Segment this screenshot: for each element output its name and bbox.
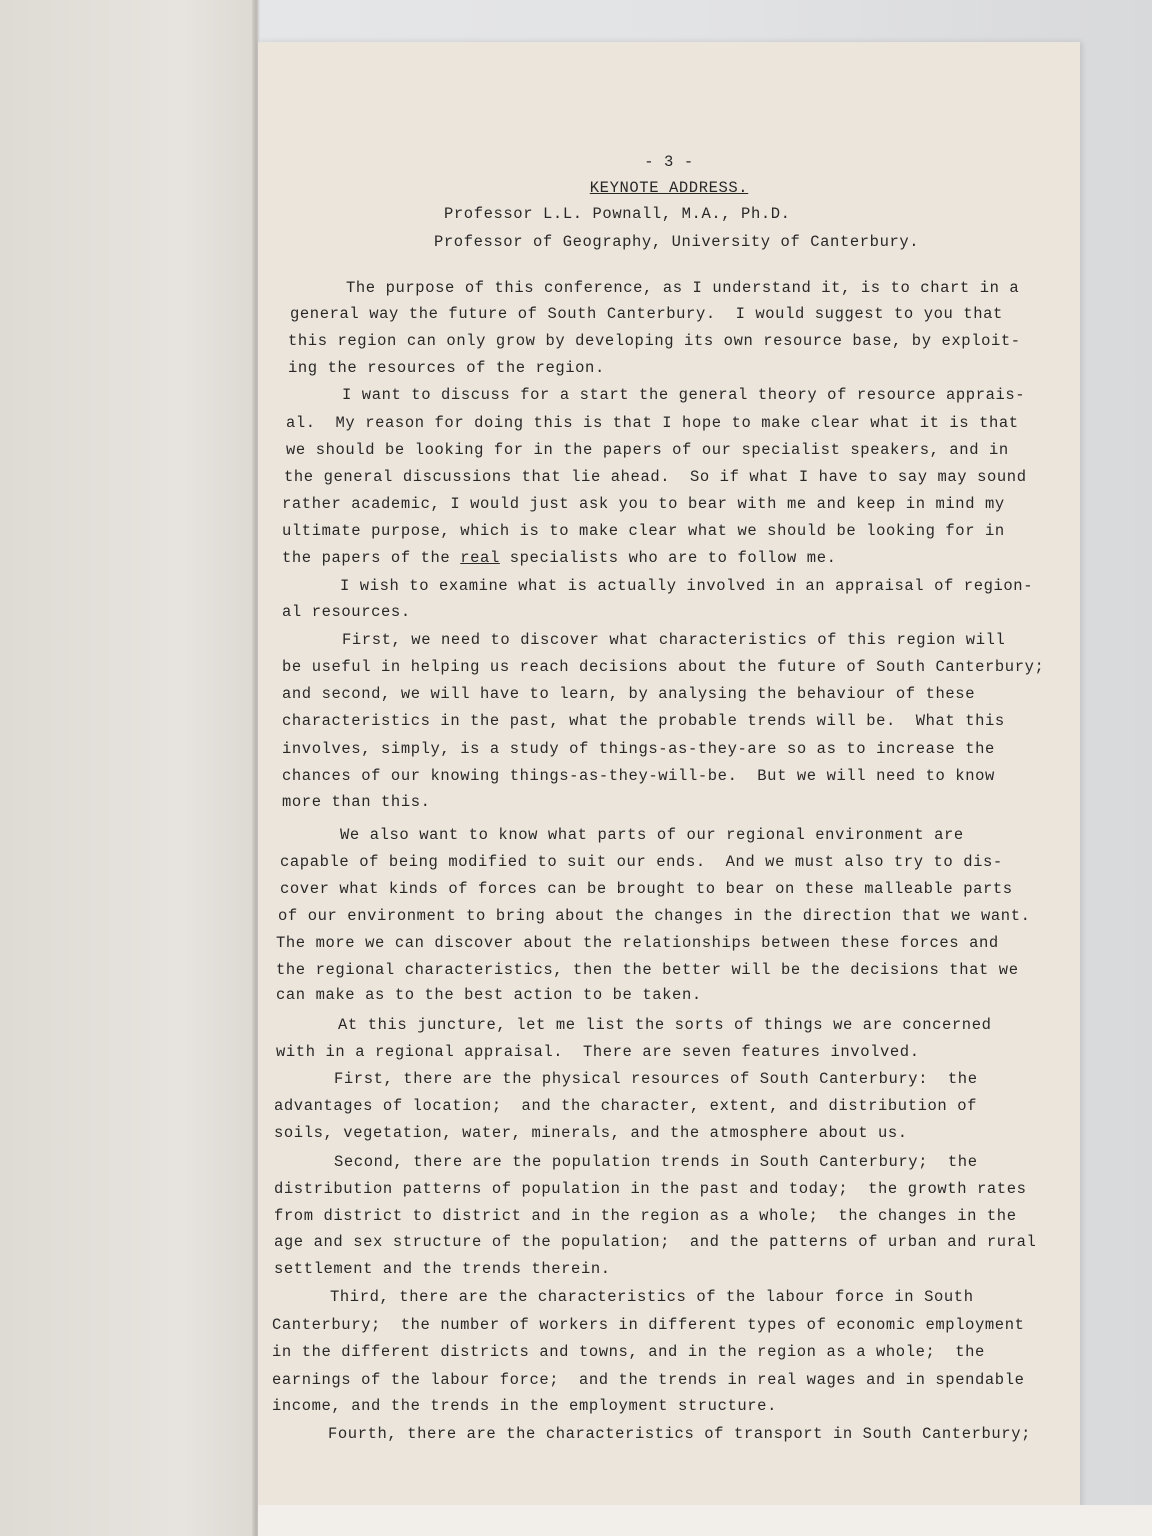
text-line: from district to district and in the region as a whole; the changes in the (274, 1207, 1017, 1225)
text-line: capable of being modified to suit our ends. And we must also try to dis- (280, 853, 1003, 871)
left-page (0, 0, 258, 1536)
text-line: cover what kinds of forces can be brought to bear on these malleable parts (280, 880, 1013, 898)
text-line: ing the resources of the region. (288, 359, 605, 377)
text-line: First, there are the physical resources of South Canterbury: the (334, 1070, 978, 1088)
typed-text (258, 42, 1045, 1443)
text-line: Fourth, there are the characteristics of transport in South Canterbury; (328, 1425, 1032, 1443)
text-line: rather academic, I would just ask you to bear with me and keep in mind my (282, 495, 1005, 513)
text-line: al. My reason for doing this is that I hope to make clear what it is that (286, 414, 1019, 432)
text-line: can make as to the best action to be taken. (276, 986, 702, 1004)
author-line: Professor L.L. Pownall, M.A., Ph.D. (444, 205, 791, 223)
page-number: - 3 - (644, 153, 694, 171)
text-line: chances of our knowing things-as-they-will-be. But we will need to know (282, 767, 995, 785)
text-line: Second, there are the population trends in South Canterbury; the (334, 1153, 978, 1171)
text-line: The more we can discover about the relationships between these forces and (276, 934, 999, 952)
text-line: general way the future of South Canterbury. I would suggest to you that (290, 305, 1003, 323)
text-line: and second, we will have to learn, by analysing the behaviour of these (282, 685, 976, 703)
text-line: We also want to know what parts of our regional environment are (340, 826, 964, 844)
affiliation-line: Professor of Geography, University of Canterbury. (434, 233, 920, 251)
text-line: The purpose of this conference, as I understand it, is to chart in a (346, 279, 1020, 297)
text-line: al resources. (282, 603, 411, 621)
text-line: earnings of the labour force; and the trends in real wages and in spendable (272, 1371, 1025, 1389)
document-page (258, 42, 1080, 1536)
text-line: settlement and the trends therein. (274, 1260, 611, 1278)
text-line: Canterbury; the number of workers in different types of economic employment (272, 1316, 1025, 1334)
text-line: in the different districts and towns, and in the region as a whole; the (272, 1343, 985, 1361)
text-line: Third, there are the characteristics of the labour force in South (330, 1288, 974, 1306)
text-line: At this juncture, let me list the sorts of things we are concerned (338, 1016, 992, 1034)
text-line (282, 548, 837, 568)
text-line: I want to discuss for a start the general theory of resource apprais- (342, 386, 1026, 404)
text-line: more than this. (282, 793, 431, 811)
text-line: advantages of location; and the character, extent, and distribution of (274, 1097, 978, 1115)
text-fragment: the papers of the (282, 549, 461, 567)
text-line: we should be looking for in the papers of our specialist speakers, and in (286, 441, 1009, 459)
text-line: age and sex structure of the population; and the patterns of urban and rural (274, 1233, 1037, 1251)
text-line: be useful in helping us reach decisions about the future of South Canterbury; (282, 658, 1045, 676)
text-line: First, we need to discover what characteristics of this region will (342, 631, 1006, 649)
text-line: this region can only grow by developing its own resource base, by exploit- (288, 332, 1021, 350)
heading-text: KEYNOTE ADDRESS. (589, 179, 749, 197)
text-fragment: specialists who are to follow me. (499, 549, 837, 567)
text-line: soils, vegetation, water, minerals, and the atmosphere about us. (274, 1124, 908, 1142)
text-line: with in a regional appraisal. There are seven features involved. (276, 1043, 920, 1061)
table-surface (258, 1505, 1152, 1536)
text-line: income, and the trends in the employment structure. (272, 1397, 777, 1415)
text-line: of our environment to bring about the changes in the direction that we want. (278, 907, 1031, 925)
text-line: the regional characteristics, then the better will be the decisions that we (276, 961, 1019, 979)
text-line: I wish to examine what is actually involved in an appraisal of region- (340, 577, 1034, 595)
text-line: the general discussions that lie ahead. So if what I have to say may sound (284, 468, 1027, 486)
text-line: distribution patterns of population in the past and today; the growth rates (274, 1180, 1027, 1198)
underlined-word: real (460, 549, 500, 567)
text-line: involves, simply, is a study of things-as-they-are so as to increase the (282, 740, 995, 758)
text-line: ultimate purpose, which is to make clear what we should be looking for in (282, 522, 1005, 540)
text-line: characteristics in the past, what the probable trends will be. What this (282, 712, 1005, 730)
heading (258, 178, 1080, 198)
